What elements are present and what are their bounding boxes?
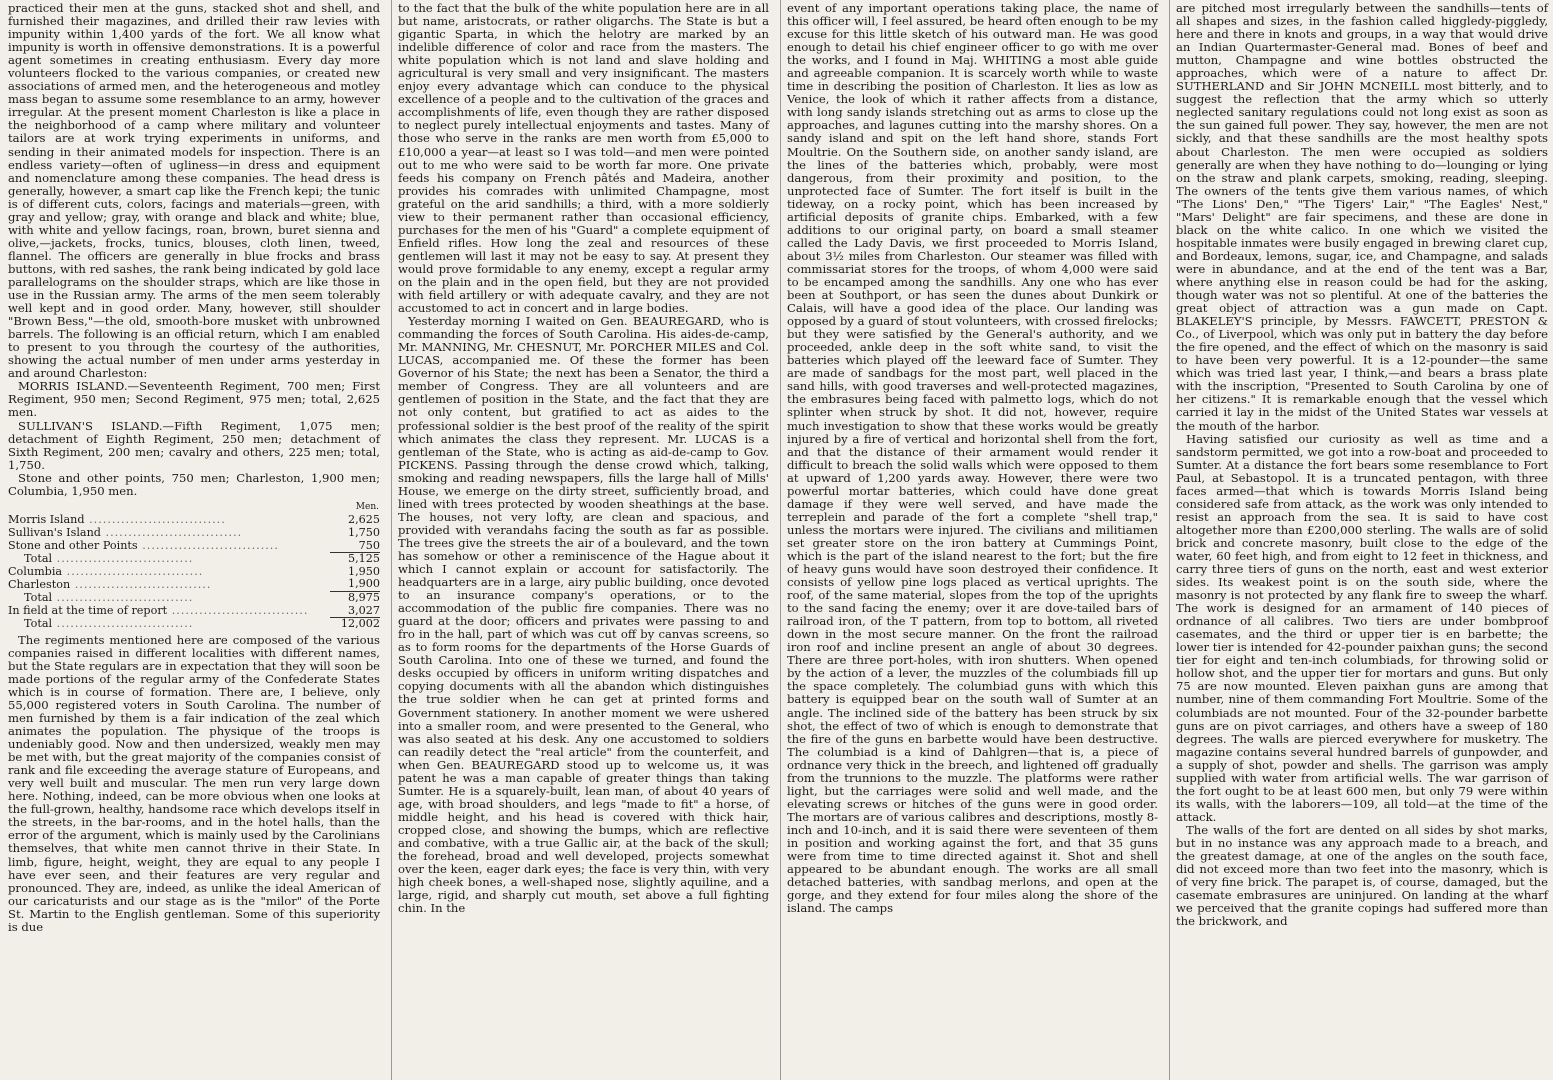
- table-row-value: 2,625: [347, 513, 380, 527]
- paragraph: are pitched most irregularly between the sandhills—tents of all shapes and sizes, in the fashion called higgledy-piggledy, here and there in knots and groups, in a way that would drive an Indian Quartermaster-General mad. Bones of beef and mutton, Champagne and wine bottles obstructed the approaches, which were of a nature to affect Dr. SUTHERLAND and Sir JOHN MCNEILL most bitterly, and to suggest the reflection that the army which so utterly neglected sanitary regulations could not long exist as soon as the sun gained full power. They say, however, the men are not sickly, and that these sandhills are the most healthy spots about Charleston. The men were occupied as soldiers generally are when they have nothing to do—lounging or lying on the straw and plank carpets, smoking, reading, sleeping. The owners of the tents give them various names, of which "The Lions' Den," "The Tigers' Lair," "The Eagles' Nest," "Mars' Delight" are fair specimens, and these are done in black on the white calico. In one which we visited the hospitable inmates were busily engaged in brewing claret cup, and Bordeaux, lemons, sugar, ice, and Champagne, and salads were in abundance, and at the end of the tent was a Bar, where anything else in reason could be had for the asking, though water was not so plentiful. At one of the batteries the great object of attraction was a gun made on Capt. BLAKELEY'S principle, by Messrs. FAWCETT, PRESTON & Co., of Liverpool, which was only put in battery the day before the fire opened, and the effect of which on the masonry is said to have been very powerful. It is a 12-pounder—the same which was tried last year, I think,—and bears a brass plate with the inscription, "Presented to South Carolina by one of her citizens." It is remarkable enough that the vessel which carried it lay in the midst of the United States war vessels at the mouth of the harbor.: [1176, 1, 1548, 433]
- paragraph: The regiments mentioned here are composed of the various companies raised in different localities with different names, but the State regulars are in expectation that they will soon be made portions of the regular army of the Confederate States which is in course of formation. There are, I believe, only 55,000 registered voters in South Carolina. The number of men furnished by them is a fair indication of the zeal which animates the population. The physique of the troops is undeniably good. Now and then undersized, weakly men may be met with, but the great majority of the companies consist of rank and file exceeding the average stature of Europeans, and very well built and muscular. The men run very large down here. Nothing, indeed, can be more obvious when one looks at the full-grown, healthy, handsome race which develops itself in the streets, in the bar-rooms, and in the hotel halls, than the error of the argument, which is mainly used by the Carolinians themselves, that white men cannot thrive in their State. In limb, figure, height, weight, they are equal to any people I have ever seen, and their features are very regular and pronounced. They are, indeed, as unlike the ideal American of our caricaturists and our stage as is the "milor" of the Porte St. Martin to the English gentleman. Some of this superiority is due: [8, 632, 380, 934]
- table-row-total: [8, 591, 380, 604]
- paragraph: The walls of the fort are dented on all sides by shot marks, but in no instance was any approach made to a breach, and the greatest damage, at one of the angles on the south face, did not exceed more than two feet into the masonry, which is of very fine brick. The parapet is, of course, damaged, but the casemate embrasures are uninjured. On landing at the wharf we perceived that the granite copings had suffered more than the brickwork, and: [1176, 822, 1548, 929]
- table-row-total: [8, 618, 380, 631]
- troop-return-table: [8, 500, 380, 631]
- table-row: [8, 605, 380, 618]
- table-row-value: 3,027: [347, 603, 380, 617]
- table-row-value: 8,975: [330, 591, 380, 604]
- table-row-label: Total ..............................: [24, 617, 194, 630]
- column-4: [1169, 0, 1553, 1080]
- table-row-label: Columbia ..............................: [8, 565, 204, 578]
- table-row-value: 12,002: [330, 618, 380, 631]
- paragraph: event of any important operations taking place, the name of this officer will, I feel assured, be heard often enough to be my excuse for this little sketch of his outward man. He was good enough to detail his chief engineer officer to go with me over the works, and I found in Maj. WHITING a most able guide and agreeable companion. It is scarcely worth while to waste time in describing the position of Charleston. It lies as low as Venice, the look of which it rather affects from a distance, with long sandy islands stretching out as arms to close up the approaches, and lagunes cutting into the marshy shores. On a sandy island and spit on the left hand shore, stands Fort Moultrie. On the Southern side, on another sandy island, are the lines of the batteries which, probably, were most dangerous, from their proximity and position, to the unprotected face of Sumter. The fort itself is built in the tideway, on a rocky point, which has been increased by artificial deposits of granite chips. Embarked, with a few additions to our original party, on board a small steamer called the Lady Davis, we first proceeded to Morris Island, about 3½ miles from Charleston. Our steamer was filled with commissariat stores for the troops, of whom 4,000 were said to be encamped among the sandhills. Any one who has ever been at Southport, or has seen the dunes about Dunkirk or Calais, will have a good idea of the place. Our landing was opposed by a guard of stout volunteers, with crossed firelocks; but they were satisfied by the General's authority, and we proceeded, ankle deep in the soft white sand, to visit the batteries which played off the leeward face of Sumter. They are made of sandbags for the most part, well placed in the sand hills, with good traverses and well-protected magazines, the embrasures being faced with palmetto logs, which do not splinter when struck by shot. It did not, however, require much investigation to show that these works would be greatly injured by a fire of vertical and horizontal shell from the fort, and that the distance of their armament would render it difficult to breach the solid walls which were opposed to them at upward of 1,200 yards away. However, there were two powerful mortar batteries, which could have done great damage if they were well served, and have made the terreplein and parade of the fort a complete "shell trap," unless the mortars were injured. The civilians and militiamen set greater store on the iron battery at Cummings Point, which is the part of the island nearest to the fort; but the fire of heavy guns would have soon destroyed their confidence. It consists of yellow pine logs placed as vertical uprights. The roof, of the same material, slopes from the top of the uprights to the sand facing the enemy; over it are dove-tailed bars of railroad iron, of the T pattern, from top to bottom, all riveted down in the most secure manner. On the front the railroad iron roof and incline present an angle of about 30 degrees. There are three port-holes, with iron shutters. When opened by the action of a lever, the muzzles of the columbiads fill up the space completely. The columbiad guns with which this battery is equipped bear on the south wall of Sumter at an angle. The inclined side of the battery has been struck by six shot, the effect of two of which is enough to demonstrate that the fire of the guns en barbette would have been destructive. The columbiad is a kind of Dahlgren—that is, a piece of ordnance very thick in the breech, and lightened off gradually from the trunnions to the muzzle. The platforms were rather light, but the carriages were solid and well made, and the elevating screws or hitches of the guns were in good order. The mortars are of various calibres and descriptions, mostly 8-inch and 10-inch, and it is said there were seventeen of them in position and working against the fort, and that 35 guns were from time to time directed against it. Shot and shell appeared to be abundant enough. The works are all small detached batteries, with sandbag merlons, and open at the gorge, and they extend for four miles along the shore of the island. The camps: [787, 1, 1158, 916]
- table-row-value: 750: [358, 538, 380, 552]
- table-row: [8, 540, 380, 553]
- paragraph: SULLIVAN'S ISLAND.—Fifth Regiment, 1,075 men; detachment of Eighth Regiment, 250 men; detachment of Sixth Regiment, 200 men; cavalry and others, 225 men; total, 1,750.: [8, 418, 380, 472]
- table-row-label: Charleston ..............................: [8, 578, 212, 591]
- table-row-value: 5,125: [330, 553, 380, 566]
- table-row-label: Total ..............................: [24, 552, 194, 565]
- paragraph: practiced their men at the guns, stacked shot and shell, and furnished their magazines, and drilled their raw levies with impunity within 1,400 yards of the fort. We all know what impunity is worth in offensive demonstrations. It is a powerful agent sometimes in creating enthusiasm. Every day more volunteers flocked to the various companies, or created new associations of armed men, and the heterogeneous and motley mass began to assume some resemblance to an army, however irregular. At the present moment Charleston is like a place in the neighborhood of a camp where military and volunteer tailors are at work trying experiments in uniforms, and sending in their animated models for inspection. There is an endless variety—often of ugliness—in dress and equipment and nomenclature among these companies. The head dress is generally, however, a smart cap like the French kepi; the tunic is of different cuts, colors, facings and materials—green, with gray and yellow; gray, with orange and black and white; blue, with white and yellow facings, roan, brown, buret sienna and olive,—jackets, frocks, tunics, blouses, cloth linen, tweed, flannel. The officers are generally in blue frocks and brass buttons, with red sashes, the rank being indicated by gold lace parallelograms on the shoulder straps, which are like those in use in the Russian army. The arms of the men seem tolerably well kept and in good order. Many, however, still shoulder "Brown Bess,"—the old, smooth-bore musket with unbrowned barrels. The following is an official return, which I am enabled to present to you through the courtesy of the authorities, showing the actual number of men under arms yesterday in and around Charleston:: [8, 1, 380, 381]
- table-row: [8, 514, 380, 527]
- paragraph: MORRIS ISLAND.—Seventeenth Regiment, 700 men; First Regiment, 950 men; Second Regiment, 975 men; total, 2,625 men.: [8, 379, 380, 420]
- table-row-label: Stone and other Points ..............................: [8, 539, 279, 552]
- table-row-value: 1,750: [347, 525, 380, 539]
- column-1: [2, 0, 386, 1080]
- column-3: [780, 0, 1164, 1080]
- column-2: [391, 0, 775, 1080]
- table-header-row: [8, 500, 380, 515]
- table-row-value: 1,900: [347, 577, 380, 591]
- paragraph: Stone and other points, 750 men; Charleston, 1,900 men; Columbia, 1,950 men.: [8, 470, 380, 498]
- table-row-value: 1,950: [347, 564, 380, 578]
- paragraph: to the fact that the bulk of the white population here are in all but name, aristocrats, or rather oligarchs. The State is but a gigantic Sparta, in which the helotry are marked by an indelible difference of color and race from the masters. The white population which is not land and slave holding and agricultural is very small and very insignificant. The masters enjoy every advantage which can conduce to the physical excellence of a people and to the cultivation of the graces and accomplishments of life, even though they are rather disposed to neglect purely intellectual enjoyments and tastes. Many of those who serve in the ranks are men worth from £5,000 to £10,000 a year—at least so I was told—and men were pointed out to me who were said to be worth far more. One private feeds his company on French pâtés and Madeira, another provides his comrades with unlimited Champagne, most grateful on the arid sandhills; a third, with a more soldierly view to their permanent rather than occasional efficiency, purchases for the men of his "Guard" a complete equipment of Enfield rifles. How long the zeal and resources of these gentlemen will last it may not be easy to say. At present they would prove formidable to any enemy, except a regular army on the plain and in the open field, but they are not provided with field artillery or with adequate cavalry, and they are not accustomed to act in concert and in large bodies.: [398, 1, 769, 316]
- table-row-label: In field at the time of report ..............................: [8, 604, 309, 617]
- table-row-total: [8, 553, 380, 566]
- table-row-label: Total ..............................: [24, 591, 194, 604]
- table-row: [8, 578, 380, 591]
- table-row-label: Sullivan's Island ..............................: [8, 526, 243, 539]
- table-row: [8, 527, 380, 540]
- table-row: [8, 566, 380, 579]
- table-row-label: Morris Island ..............................: [8, 514, 226, 527]
- table-header-men: Men.: [355, 501, 379, 512]
- paragraph: Yesterday morning I waited on Gen. BEAUREGARD, who is commanding the forces of South Carolina. His aides-de-camp, Mr. MANNING, Mr. CHESNUT, Mr. PORCHER MILES and Col. LUCAS, accompanied me. Of these the former has been Governor of his State; the next has been a Senator, the third a member of Congress. They are all volunteers and are gentlemen of position in the State, and the fact that they are not only content, but gratified to act as aides to the professional soldier is the best proof of the reality of the spirit which animates the class they represent. Mr. LUCAS is a gentleman of the State, who is acting as aid-de-camp to Gov. PICKENS. Passing through the dense crowd which, talking, smoking and reading newspapers, fills the large hall of Mills' House, we emerge on the dirty street, sufficiently broad, and lined with trees protected by wooden sheathings at the base. The houses, not very lofty, are clean and spacious, and provided with verandahs facing the south as far as possible. The trees give the streets the air of a boulevard, and the town has somehow or other a reminiscence of the Hague about it which I cannot explain or account for satisfactorily. The headquarters are in a large, airy public building, once devoted to an insurance company's operations, or to the accommodation of the public fire companies. There was no guard at the door; officers and privates were passing to and fro in the hall, part of which was cut off by canvas screens, so as to form rooms for the departments of the Horse Guards of South Carolina. Into one of these we turned, and found the desks occupied by officers in uniform writing dispatches and copying documents with all the abandon which distinguishes the true soldier when he can get at printed forms and Government stationery. In another moment we were ushered into a smaller room, and were presented to the General, who was also seated at his desk. Any one accustomed to soldiers can readily detect the "real article" from the counterfeit, and when Gen. BEAUREGARD stood up to welcome us, it was patent he was a man capable of greater things than taking Sumter. He is a squarely-built, lean man, of about 40 years of age, with broad shoulders, and legs "made to fit" a horse, of middle height, and his head is covered with thick hair, cropped close, and showing the bumps, which are reflective and combative, with a true Gallic air, at the back of the skull; the forehead, broad and well developed, projects somewhat over the keen, eager dark eyes; the face is very thin, with very high cheek bones, a well-shaped nose, slightly aquiline, and a large, rigid, and sharply cut mouth, set above a full fighting chin. In the: [398, 314, 769, 916]
- paragraph: Having satisfied our curiosity as well as time and a sandstorm permitted, we got into a row-boat and proceeded to Sumter. At a distance the fort bears some resemblance to Fort Paul, at Sebastopol. It is a truncated pentagon, with three faces armed—that which is towards Morris Island being considered safe from attack, as the work was only intended to resist an approach from the sea. It is said to have cost altogether more than £200,000 sterling. The walls are of solid brick and concrete masonry, built close to the edge of the water, 60 feet high, and from eight to 12 feet in thickness, and carry three tiers of guns on the north, east and west exterior sides. Its weakest point is on the south side, where the masonry is not protected by any flank fire to sweep the wharf. The work is designed for an armament of 140 pieces of ordnance of all calibres. Two tiers are under bombproof casemates, and the third or upper tier is en barbette; the lower tier is intended for 42-pounder paixhan guns; the second tier for eight and ten-inch columbiads, for throwing solid or hollow shot, and the upper tier for mortars and guns. But only 75 are now mounted. Eleven paixhan guns are among that number, nine of them commanding Fort Moultrie. Some of the columbiads are not mounted. Four of the 32-pounder barbette guns are on pivot carriages, and others have a sweep of 180 degrees. The walls are pierced everywhere for musketry. The magazine contains several hundred barrels of gunpowder, and a supply of shot, powder and shells. The garrison was amply supplied with water from artificial wells. The war garrison of the fort ought to be at least 600 men, but only 79 were within its walls, with the laborers—109, all told—at the time of the attack.: [1176, 431, 1548, 824]
